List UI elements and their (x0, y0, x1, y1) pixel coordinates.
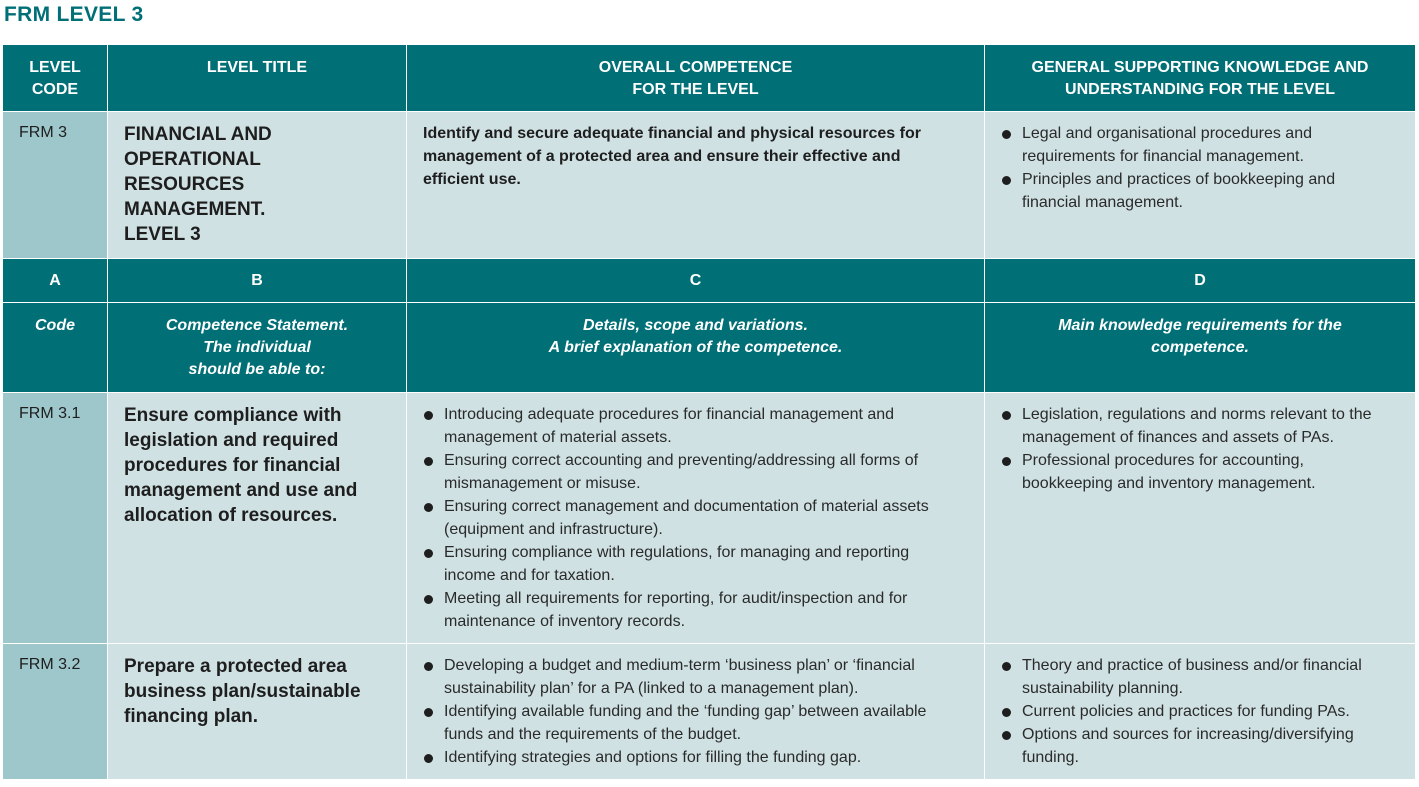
header-level-code-text: LEVEL CODE (29, 59, 81, 98)
letter-a: A (3, 259, 108, 303)
row-statement-cell (108, 644, 407, 780)
list-item: Principles and practices of bookkeeping and financial management. (1001, 168, 1407, 214)
letter-c: C (407, 259, 985, 303)
row-statement: Ensure compliance with legislation and required procedures for financial management and use and allocation of resources. (124, 405, 358, 526)
row-code-cell (3, 644, 108, 780)
level-title: FINANCIAL AND OPERATIONAL RESOURCES MANAGEMENT. LEVEL 3 (124, 124, 272, 245)
row-details-list (407, 393, 984, 633)
level-code: FRM 3 (19, 124, 67, 141)
row-statement: Prepare a protected area business plan/sustainable financing plan. (124, 656, 361, 727)
sub-header-code-text: Code (35, 317, 75, 334)
level-competence-cell (407, 112, 985, 259)
row-code: FRM 3.2 (19, 656, 81, 673)
row-knowledge-cell (985, 393, 1416, 644)
list-item: Legislation, regulations and norms relevant to the management of finances and assets of PAs. (1001, 403, 1407, 449)
list-item: Developing a budget and medium-term ‘business plan’ or ‘financial sustainability plan’ for a PA (linked to a management plan). (423, 654, 976, 700)
list-item: Professional procedures for accounting, bookkeeping and inventory management. (1001, 449, 1407, 495)
header-level-title-text: LEVEL TITLE (206, 59, 308, 76)
row-code: FRM 3.1 (19, 405, 81, 422)
header-level-code (3, 45, 108, 112)
row-statement-cell (108, 393, 407, 644)
list-item: Meeting all requirements for reporting, for audit/inspection and for maintenance of inventory records. (423, 587, 976, 633)
header-general-knowledge-text: GENERAL SUPPORTING KNOWLEDGE AND UNDERSTANDING FOR THE LEVEL (1031, 59, 1369, 98)
row-knowledge-list (985, 393, 1415, 495)
level-knowledge-list (985, 112, 1415, 214)
sub-header-knowledge-text: Main knowledge requirements for the competence. (1058, 317, 1342, 356)
sub-header-details-text: Details, scope and variations. A brief explanation of the competence. (548, 317, 843, 356)
sub-header-row (3, 303, 1416, 393)
sub-header-knowledge (985, 303, 1416, 393)
header-level-title (108, 45, 407, 112)
sub-header-statement-text: Competence Statement. The individual should be able to: (165, 317, 349, 378)
list-item: Ensuring correct accounting and preventing/addressing all forms of mismanagement or misuse. (423, 449, 976, 495)
letter-row (3, 259, 1416, 303)
header-overall-competence (407, 45, 985, 112)
table-row (3, 644, 1416, 780)
row-knowledge-list (985, 644, 1415, 769)
table-row (3, 393, 1416, 644)
header-overall-competence-text: OVERALL COMPETENCE FOR THE LEVEL (598, 59, 793, 98)
list-item: Identifying available funding and the ‘funding gap’ between available funds and the requirements of the budget. (423, 700, 976, 746)
sub-header-statement (108, 303, 407, 393)
level-title-cell (108, 112, 407, 259)
list-item: Introducing adequate procedures for financial management and management of material assets. (423, 403, 976, 449)
row-details-cell (407, 644, 985, 780)
letter-b: B (108, 259, 407, 303)
list-item: Ensuring correct management and documentation of material assets (equipment and infrastructure). (423, 495, 976, 541)
competence-table (2, 44, 1416, 780)
list-item: Legal and organisational procedures and requirements for financial management. (1001, 122, 1407, 168)
level-knowledge-cell (985, 112, 1416, 259)
level-code-cell (3, 112, 108, 259)
list-item: Ensuring compliance with regulations, for managing and reporting income and for taxation. (423, 541, 976, 587)
level-row (3, 112, 1416, 259)
row-knowledge-cell (985, 644, 1416, 780)
row-details-cell (407, 393, 985, 644)
sub-header-code (3, 303, 108, 393)
header-general-knowledge (985, 45, 1416, 112)
header-row (3, 45, 1416, 112)
list-item: Theory and practice of business and/or financial sustainability planning. (1001, 654, 1407, 700)
list-item: Options and sources for increasing/diversifying funding. (1001, 723, 1407, 769)
level-competence: Identify and secure adequate financial and physical resources for management of a protected area and ensure their effective and efficient use. (423, 125, 921, 188)
list-item: Current policies and practices for funding PAs. (1001, 700, 1407, 723)
row-details-list (407, 644, 984, 769)
page-title: FRM LEVEL 3 (4, 3, 144, 26)
row-code-cell (3, 393, 108, 644)
letter-d: D (985, 259, 1416, 303)
sub-header-details (407, 303, 985, 393)
list-item: Identifying strategies and options for filling the funding gap. (423, 746, 976, 769)
